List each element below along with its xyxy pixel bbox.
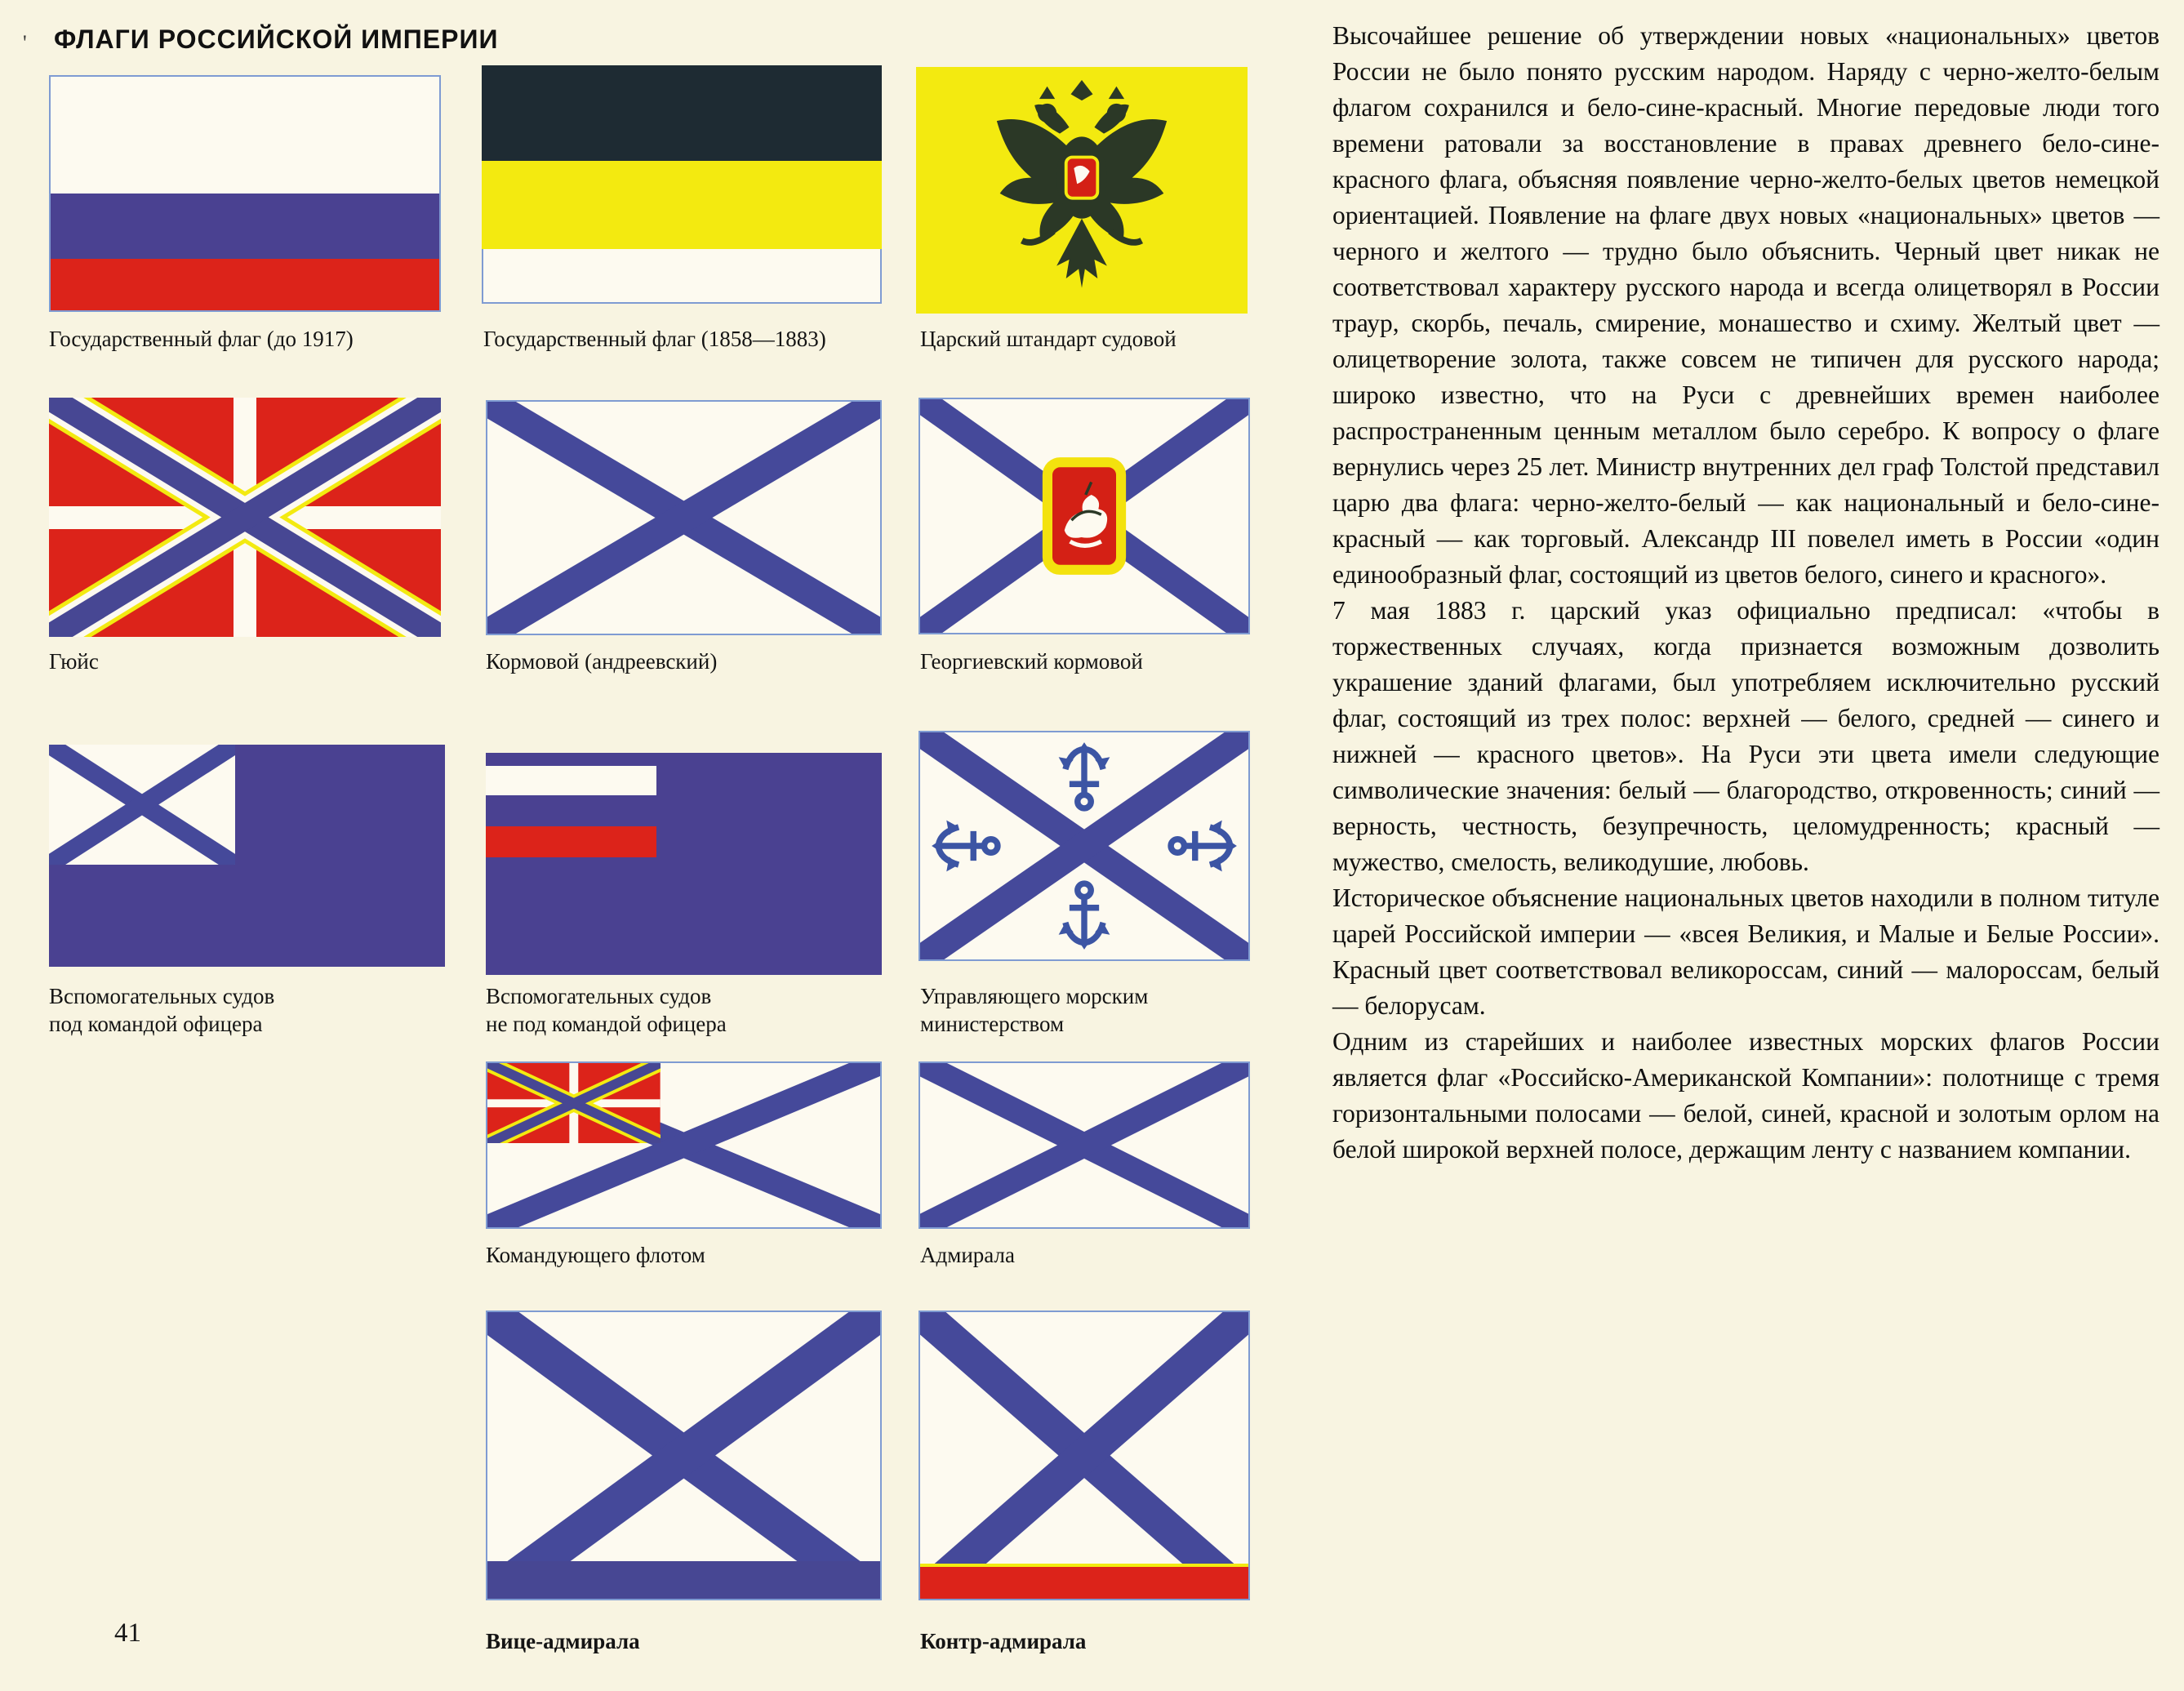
flag-caption-auxiliary-no-officer: Вспомогательных судов не под командой офицера bbox=[486, 984, 727, 1036]
stripe-black bbox=[482, 65, 882, 161]
flag-state-1858-1883 bbox=[482, 65, 882, 304]
flag-navy-ministry bbox=[919, 731, 1250, 961]
flag-jack bbox=[49, 398, 441, 637]
saltire-graphic bbox=[487, 402, 880, 634]
flag-auxiliary-no-officer bbox=[486, 753, 882, 975]
flag-caption-tsar-standard: Царский штандарт судовой bbox=[920, 327, 1177, 351]
flag-georgievsky-stern bbox=[919, 398, 1250, 634]
canton-stripe-red bbox=[486, 826, 656, 857]
article-text bbox=[1332, 18, 2160, 1168]
flag-state-pre-1917 bbox=[49, 75, 441, 312]
print-artifact-mark: ' bbox=[23, 31, 27, 55]
canton-jack-graphic bbox=[487, 1063, 661, 1143]
flag-admiral bbox=[919, 1061, 1250, 1229]
flag-vice-admiral bbox=[486, 1311, 882, 1600]
article-paragraph: Историческое объяснение национальных цветов находили в полном титуле царей Российской империи — «всея Великия, и Малые и Белые России». Красный цвет соответствовал великороссам, синий — малороссам, белый — белорусам. bbox=[1332, 883, 2160, 1020]
flag-caption-vice-admiral: Вице-адмирала bbox=[486, 1629, 640, 1653]
st-george-shield-emblem bbox=[1042, 456, 1127, 576]
canton-stripe-white bbox=[486, 766, 656, 794]
flag-caption-stern-andreevsky: Кормовой (андреевский) bbox=[486, 649, 718, 674]
stripe-white bbox=[482, 249, 882, 304]
flag-caption-rear-admiral: Контр-адмирала bbox=[920, 1629, 1087, 1653]
flag-auxiliary-officer bbox=[49, 745, 445, 967]
flag-fleet-commander bbox=[486, 1061, 882, 1229]
double-headed-eagle-emblem bbox=[980, 80, 1184, 300]
article-paragraph: Одним из старейших и наиболее известных морских флагов России является флаг «Российско-Американской Компании»: полотнище с тремя горизонтальными полосами — белой, синей, красной и золотым орлом на белой широкой верхней полосе, держащим ленту с названием компании. bbox=[1332, 1027, 2160, 1164]
flag-stern-andreevsky bbox=[486, 400, 882, 635]
anchor-icon bbox=[1057, 879, 1111, 950]
flag-rear-admiral bbox=[919, 1311, 1250, 1600]
anchor-icon bbox=[1166, 819, 1238, 873]
article-paragraph: 7 мая 1883 г. царский указ официально предписал: «чтобы в торжественных случаях, когда признается возможным дозволить украшение зданий флагами, был употребляем исключительно русский флаг, состоящий из трех полос: верхней — белого, средней — синего и нижней — красного цветов». На Руси эти цвета имели следующие символические значения: белый — благородство, откровенность; синий — верность, честность, безупречность, целомудренность; красный — мужество, смелость, великодушие, любовь. bbox=[1332, 596, 2160, 876]
flag-caption-navy-ministry: Управляющего морским министерством bbox=[920, 984, 1149, 1036]
jack-canton bbox=[487, 1063, 661, 1143]
st-george-graphic bbox=[1042, 456, 1127, 576]
jack-graphic bbox=[49, 398, 441, 637]
flag-caption-georgievsky-stern: Георгиевский кормовой bbox=[920, 649, 1143, 674]
saltire-graphic bbox=[920, 1312, 1248, 1599]
stripe-white bbox=[51, 77, 439, 194]
anchor-icon bbox=[1057, 741, 1111, 813]
canton-saltire-graphic bbox=[49, 745, 235, 865]
stripe-yellow bbox=[482, 161, 882, 249]
eagle-graphic bbox=[980, 80, 1184, 300]
stripe-red bbox=[51, 259, 439, 310]
saltire-graphic bbox=[487, 1312, 880, 1599]
bottom-stripe-red bbox=[920, 1564, 1248, 1599]
flag-caption-jack: Гюйс bbox=[49, 649, 99, 674]
stripe-blue bbox=[51, 194, 439, 259]
flag-tsar-standard bbox=[916, 67, 1248, 314]
flag-caption-auxiliary-officer: Вспомогательных судов под командой офицера bbox=[49, 984, 275, 1036]
flag-caption-state-1858-1883: Государственный флаг (1858—1883) bbox=[483, 327, 826, 351]
anchor-icon bbox=[931, 819, 1003, 873]
bottom-stripe-blue bbox=[487, 1561, 880, 1599]
saltire-graphic bbox=[920, 1063, 1248, 1227]
article-paragraph: Высочайшее решение об утверждении новых «национальных» цветов России не было понято русским народом. Наряду с черно-желто-белым флагом сохранился и бело-сине-красный. Многие передовые люди того времени ратовали за восстановление в правах древнего бело-сине-красного флага, объясняя появление черно-желто-белых цветов немецкой ориентацией. Появление на флаге двух новых «национальных» цветов — черного и желтого — трудно было объяснить. Черный цвет никак не соответствовал характеру русского народа и всегда олицетворял в России траур, скорбь, печаль, смирение, монашество и схиму. Желтый цвет — олицетворение золота, также совсем не типичен для русского народа; широко известно, что на Руси с древнейших времен наиболее распространенным ценным металлом было серебро. К вопросу о флаге вернулись через 25 лет. Министр внутренних дел граф Толстой представил царю два флага: черно-желто-белый — как национальный и бело-сине-красный — как торговый. Александр III повелел иметь в России «один единообразный флаг, состоящий из цветов белого, синего и красного». bbox=[1332, 21, 2160, 589]
page-number: 41 bbox=[114, 1618, 141, 1648]
flag-caption-state-pre-1917: Государственный флаг (до 1917) bbox=[49, 327, 354, 351]
flag-caption-admiral: Адмирала bbox=[920, 1243, 1015, 1267]
flag-caption-fleet-commander: Командующего флотом bbox=[486, 1243, 705, 1267]
saltire-canton bbox=[49, 745, 235, 865]
page-title: ФЛАГИ РОССИЙСКОЙ ИМПЕРИИ bbox=[54, 24, 499, 54]
